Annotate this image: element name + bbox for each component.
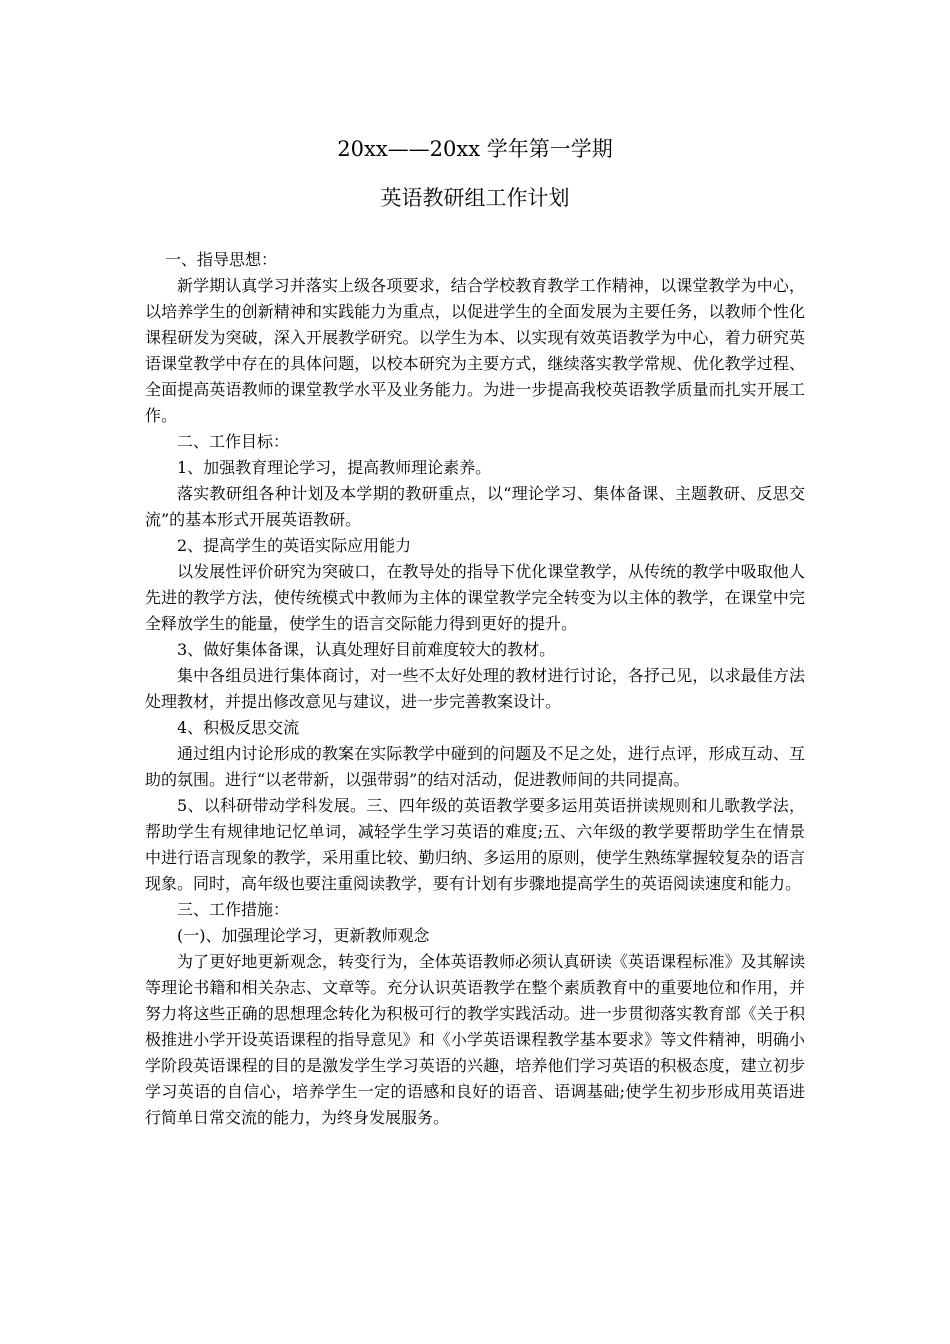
measure-paragraph-1: 为了更好地更新观念，转变行为，全体英语教师必须认真研读《英语课程标准》及其解读等理论书籍和相关杂志、文章等。充分认识英语教学在整个素质教育中的重要地位和作用，并努力将这些正确的思想理念转化为积极可行的教学实践活动。进一步贯彻落实教育部《关于积极推进小学开设英语课程的指导意见》和《小学英语课程教学基本要求》等文件精神，明确小学阶段英语课程的目的是激发学生学习英语的兴趣，培养他们学习英语的积极态度，建立初步学习英语的自信心，培养学生一定的语感和良好的语音、语调基础;使学生初步形成用英语进行简单日常交流的能力，为终身发展服务。 xyxy=(145,952,805,1127)
goal-paragraph-1: 落实教研组各种计划及本学期的教研重点，以“理论学习、集体备课、主题教研、反思交流”的基本形式开展英语教研。 xyxy=(145,484,805,529)
goal-paragraph-2: 以发展性评价研究为突破口，在教导处的指导下优化课堂教学，从传统的教学中吸取他人先进的教学方法，使传统模式中教师为主体的课堂教学完全转变为以主体的教学，在课堂中完全释放学生的能量，使学生的语言交际能力得到更好的提升。 xyxy=(145,562,805,633)
document-body xyxy=(145,247,805,1131)
goal-paragraph-3: 集中各组员进行集体商讨，对一些不太好处理的教材进行讨论，各抒己见，以求最佳方法处理教材，并提出修改意见与建议，进一步完善教案设计。 xyxy=(145,666,805,711)
paragraph-guiding-thought: 新学期认真学习并落实上级各项要求，结合学校教育教学工作精神，以课堂教学为中心，以培养学生的创新精神和实践能力为重点，以促进学生的全面发展为主要任务，以教师个性化课程研发为突破，深入开展教学研究。以学生为本、以实现有效英语教学为中心，着力研究英语课堂教学中存在的具体问题，以校本研究为主要方式，继续落实教学常规、优化教学过程、全面提高英语教师的课堂教学水平及业务能力。为进一步提高我校英语教学质量而扎实开展工作。 xyxy=(145,276,805,425)
measure-heading-1: (一)、加强理论学习，更新教师观念 xyxy=(177,926,430,945)
section-heading-work-measures: 三、工作措施： xyxy=(177,900,290,919)
goal-heading-1: 1、加强教育理论学习，提高教师理论素养。 xyxy=(177,458,492,477)
goal-heading-4: 4、积极反思交流 xyxy=(177,718,300,737)
goal-heading-2: 2、提高学生的英语实际应用能力 xyxy=(177,536,412,555)
goal-heading-3: 3、做好集体备课，认真处理好目前难度较大的教材。 xyxy=(177,640,556,659)
document-title-line2: 英语教研组工作计划 xyxy=(380,186,570,210)
document-title-line1: 20xx——20xx 学年第一学期 xyxy=(337,137,613,161)
goal-paragraph-5: 5、以科研带动学科发展。三、四年级的英语教学要多运用英语拼读规则和儿歌教学法，帮助学生有规律地记忆单词，减轻学生学习英语的难度;五、六年级的教学要帮助学生在情景中进行语言现象的教学，采用重比较、勤归纳、多运用的原则，使学生熟练掌握较复杂的语言现象。同时，高年级也要注重阅读教学，要有计划有步骤地提高学生的英语阅读速度和能力。 xyxy=(145,796,805,893)
goal-paragraph-4: 通过组内讨论形成的教案在实际教学中碰到的问题及不足之处，进行点评，形成互动、互助的氛围。进行“以老带新，以强带弱”的结对活动，促进教师间的共同提高。 xyxy=(145,744,805,789)
section-heading-work-goals: 二、工作目标： xyxy=(177,432,290,451)
section-heading-guiding-thought: 一、指导思想： xyxy=(165,250,278,269)
